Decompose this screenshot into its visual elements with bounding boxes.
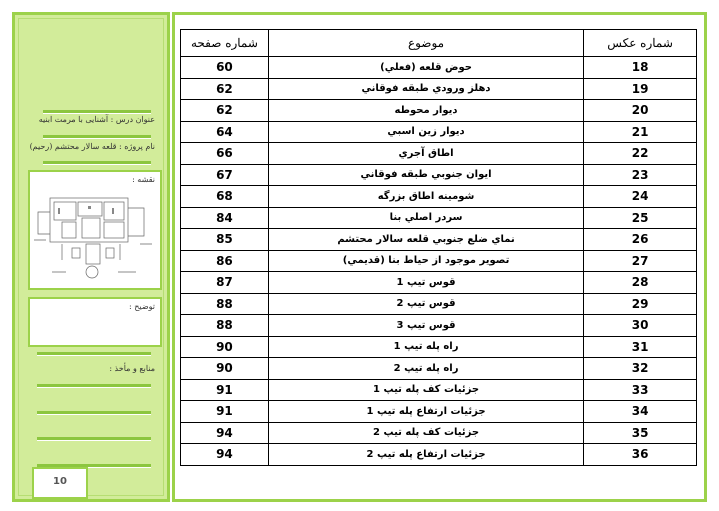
table-row: [181, 78, 697, 100]
cell-photo-number: 26: [584, 229, 697, 251]
table-row: [181, 250, 697, 272]
photo-index-table: [180, 29, 697, 466]
cell-subject: شومينه اطاق بزرگه: [268, 186, 583, 208]
cell-page-number: 60: [181, 57, 269, 79]
cell-subject: سردر اصلي بنا: [268, 207, 583, 229]
cell-subject: راه پله تيپ 2: [268, 358, 583, 380]
page-number: 10: [53, 476, 67, 487]
cell-subject: جزئيات ارتفاع پله تيپ 2: [268, 444, 583, 466]
description-label: توضیح :: [129, 302, 155, 311]
site-plan-drawing: [32, 188, 158, 284]
table-row: [181, 229, 697, 251]
cell-photo-number: 19: [584, 78, 697, 100]
cell-subject: جزئيات ارتفاع پله تيپ 1: [268, 401, 583, 423]
cell-subject: جزئيات كف پله تيپ 2: [268, 422, 583, 444]
cell-photo-number: 18: [584, 57, 697, 79]
divider: [37, 437, 151, 440]
table-row: [181, 186, 697, 208]
table-row: [181, 293, 697, 315]
cell-subject: اطاق آجري: [268, 143, 583, 165]
cell-photo-number: 23: [584, 164, 697, 186]
divider: [37, 384, 151, 387]
cell-subject: قوس تيپ 1: [268, 272, 583, 294]
divider: [43, 161, 151, 164]
plan-box: [28, 170, 162, 290]
table-row: [181, 207, 697, 229]
cell-photo-number: 27: [584, 250, 697, 272]
cell-page-number: 91: [181, 401, 269, 423]
cell-subject: ديوار زين اسبي: [268, 121, 583, 143]
description-box: [28, 297, 162, 347]
cell-page-number: 90: [181, 336, 269, 358]
table-row: [181, 315, 697, 337]
title-block-sidebar: [12, 12, 170, 502]
cell-photo-number: 20: [584, 100, 697, 122]
cell-page-number: 66: [181, 143, 269, 165]
table-row: [181, 57, 697, 79]
table-row: [181, 379, 697, 401]
cell-subject: تصوير موجود از حياط بنا (قديمي): [268, 250, 583, 272]
cell-page-number: 94: [181, 422, 269, 444]
cell-photo-number: 25: [584, 207, 697, 229]
cell-page-number: 62: [181, 78, 269, 100]
divider: [43, 135, 151, 138]
cell-page-number: 62: [181, 100, 269, 122]
cell-photo-number: 28: [584, 272, 697, 294]
cell-page-number: 68: [181, 186, 269, 208]
cell-photo-number: 21: [584, 121, 697, 143]
cell-photo-number: 30: [584, 315, 697, 337]
cell-photo-number: 33: [584, 379, 697, 401]
index-panel: [172, 12, 707, 502]
cell-photo-number: 36: [584, 444, 697, 466]
table-row: [181, 422, 697, 444]
cell-page-number: 88: [181, 315, 269, 337]
cell-page-number: 90: [181, 358, 269, 380]
table-header-row: [181, 30, 697, 57]
cell-photo-number: 32: [584, 358, 697, 380]
table-row: [181, 401, 697, 423]
cell-subject: نماي ضلع جنوبي قلعه سالار محتشم: [268, 229, 583, 251]
cell-page-number: 87: [181, 272, 269, 294]
table-row: [181, 272, 697, 294]
cell-photo-number: 24: [584, 186, 697, 208]
header-photo-number: شماره عكس: [584, 30, 697, 57]
table-row: [181, 143, 697, 165]
cell-photo-number: 31: [584, 336, 697, 358]
cell-page-number: 84: [181, 207, 269, 229]
cell-page-number: 86: [181, 250, 269, 272]
cell-subject: قوس تيپ 2: [268, 293, 583, 315]
course-title: عنوان درس : آشنایی با مرمت ابنیه: [38, 115, 155, 124]
divider: [43, 110, 151, 113]
cell-page-number: 64: [181, 121, 269, 143]
table-row: [181, 336, 697, 358]
cell-subject: حوض قلعه (فعلي): [268, 57, 583, 79]
plan-label: نقشه :: [132, 175, 155, 184]
cell-photo-number: 35: [584, 422, 697, 444]
cell-subject: قوس تيپ 3: [268, 315, 583, 337]
table-row: [181, 358, 697, 380]
cell-subject: دهلز ورودي طبقه فوقاني: [268, 78, 583, 100]
cell-photo-number: 22: [584, 143, 697, 165]
cell-page-number: 88: [181, 293, 269, 315]
table-row: [181, 121, 697, 143]
cell-page-number: 85: [181, 229, 269, 251]
table-row: [181, 100, 697, 122]
cell-page-number: 91: [181, 379, 269, 401]
cell-page-number: 94: [181, 444, 269, 466]
table-row: [181, 444, 697, 466]
header-page-number: شماره صفحه: [181, 30, 269, 57]
divider: [37, 411, 151, 414]
cell-subject: راه پله تيپ 1: [268, 336, 583, 358]
header-subject: موضوع: [268, 30, 583, 57]
cell-page-number: 67: [181, 164, 269, 186]
project-name: نام پروژه : قلعه سالار محتشم (رحیم): [29, 142, 155, 151]
divider: [37, 352, 151, 355]
cell-subject: جزئيات كف پله تيپ 1: [268, 379, 583, 401]
cell-subject: ديوار محوطه: [268, 100, 583, 122]
sources-label: منابع و مأخذ :: [109, 364, 155, 373]
page-number-box: [32, 467, 88, 499]
cell-photo-number: 34: [584, 401, 697, 423]
table-row: [181, 164, 697, 186]
cell-photo-number: 29: [584, 293, 697, 315]
cell-subject: ايوان جنوبي طبقه فوقاني: [268, 164, 583, 186]
